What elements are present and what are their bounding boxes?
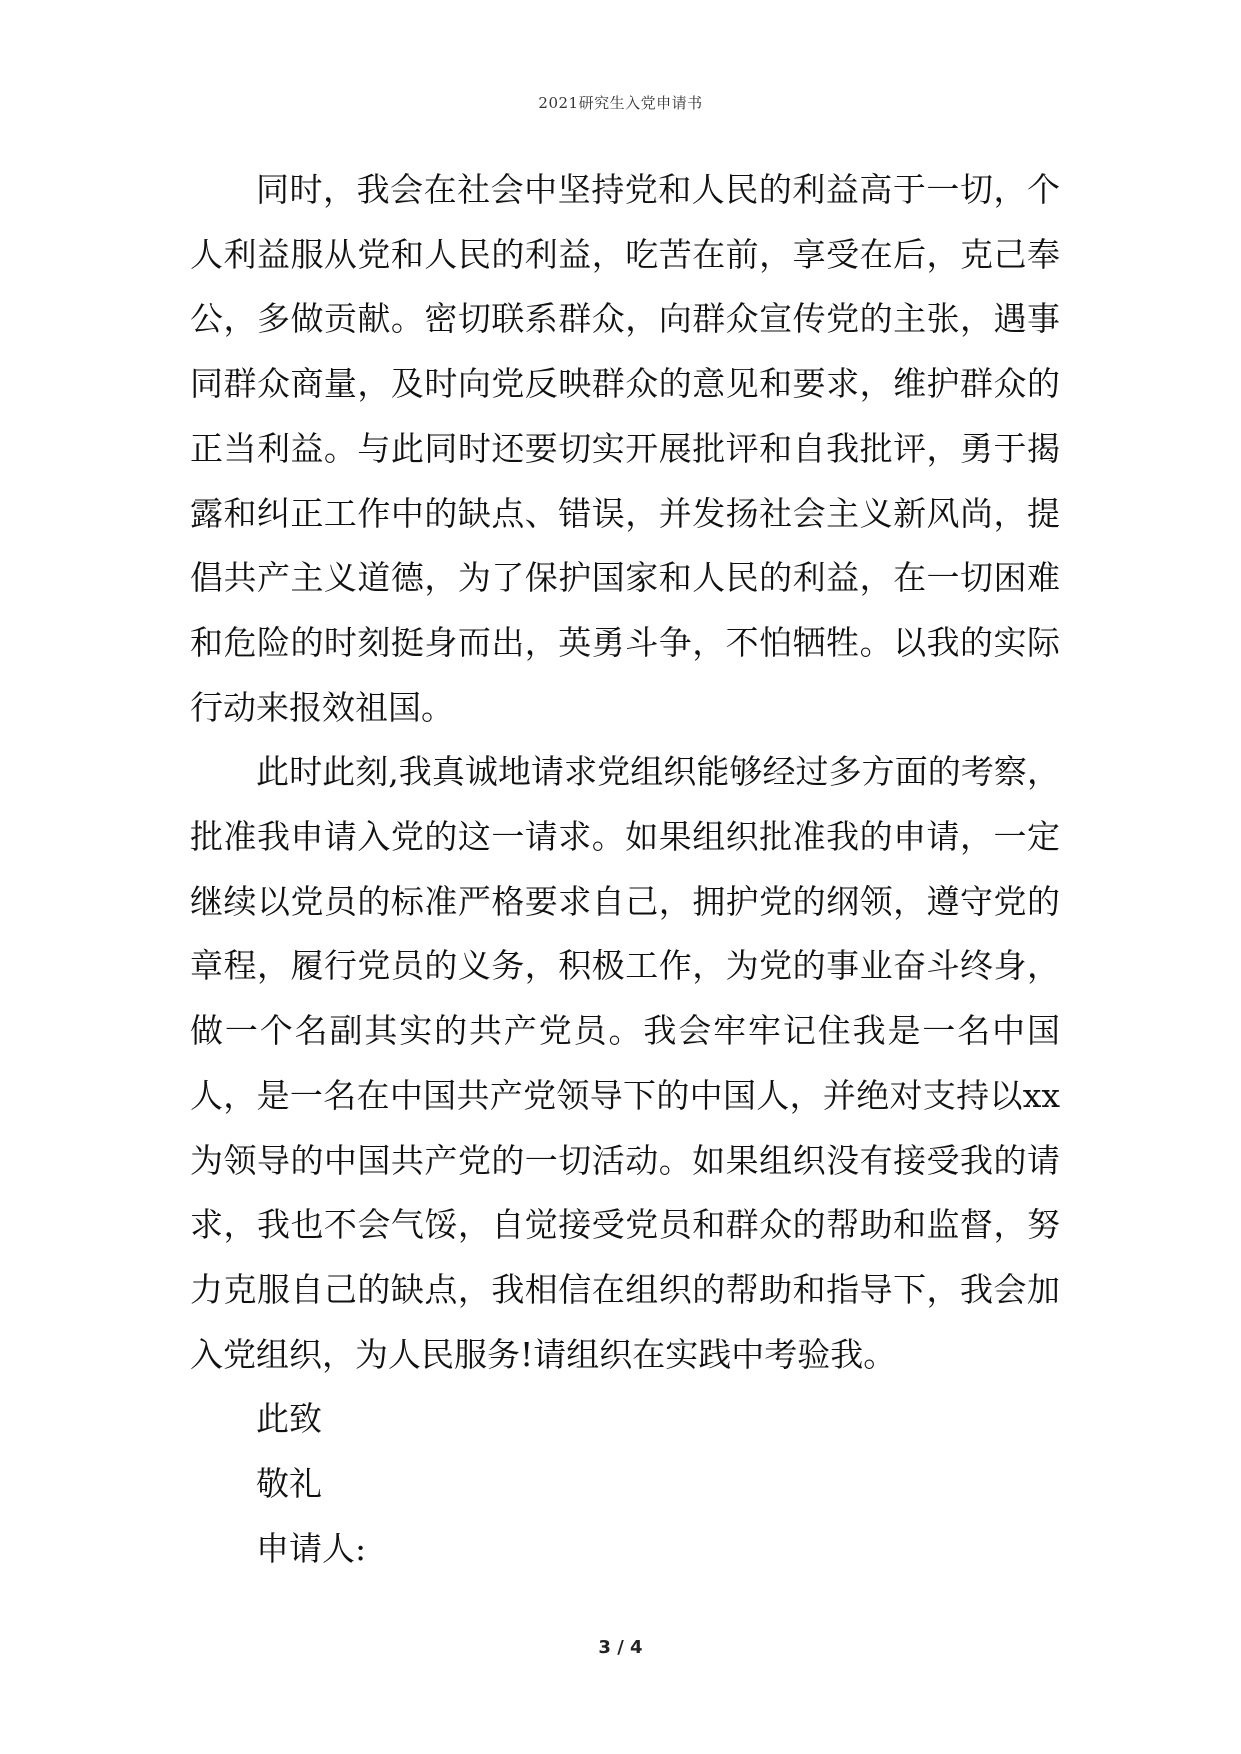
letter-body [190, 158, 1060, 1581]
applicant-label: 申请人: [256, 1528, 367, 1568]
page-header-title: 2021研究生入党申请书 [538, 94, 703, 112]
closing-salutation: 此致 [256, 1399, 322, 1439]
closing-respect: 敬礼 [256, 1464, 322, 1504]
paragraph-request: 此时此刻,我真诚地请求党组织能够经过多方面的考察，批准我申请入党的这一请求。如果组织批准我的申请，一定继续以党员的标准严格要求自己，拥护党的纲领，遵守党的章程，履行党员的义务，积极工作，为党的事业奋斗终身，做一个名副其实的共产党员。我会牢牢记住我是一名中国人，是一名在中国共产党领导下的中国人，并绝对支持以xx为领导的中国共产党的一切活动。如果组织没有接受我的请求，我也不会气馁，自觉接受党员和群众的帮助和监督，努力克服自己的缺点，我相信在组织的帮助和指导下，我会加入党组织，为人民服务!请组织在实践中考验我。 [190, 752, 1060, 1374]
paragraph-commitment: 同时，我会在社会中坚持党和人民的利益高于一切，个人利益服从党和人民的利益，吃苦在前，享受在后，克己奉公，多做贡献。密切联系群众，向群众宣传党的主张，遇事同群众商量，及时向党反映群众的意见和要求，维护群众的正当利益。与此同时还要切实开展批评和自我批评，勇于揭露和纠正工作中的缺点、错误，并发扬社会主义新风尚，提倡共产主义道德，为了保护国家和人民的利益，在一切困难和危险的时刻挺身而出，英勇斗争，不怕牺牲。以我的实际行动来报效祖国。 [190, 170, 1060, 727]
page-number: 3 / 4 [598, 1637, 643, 1658]
